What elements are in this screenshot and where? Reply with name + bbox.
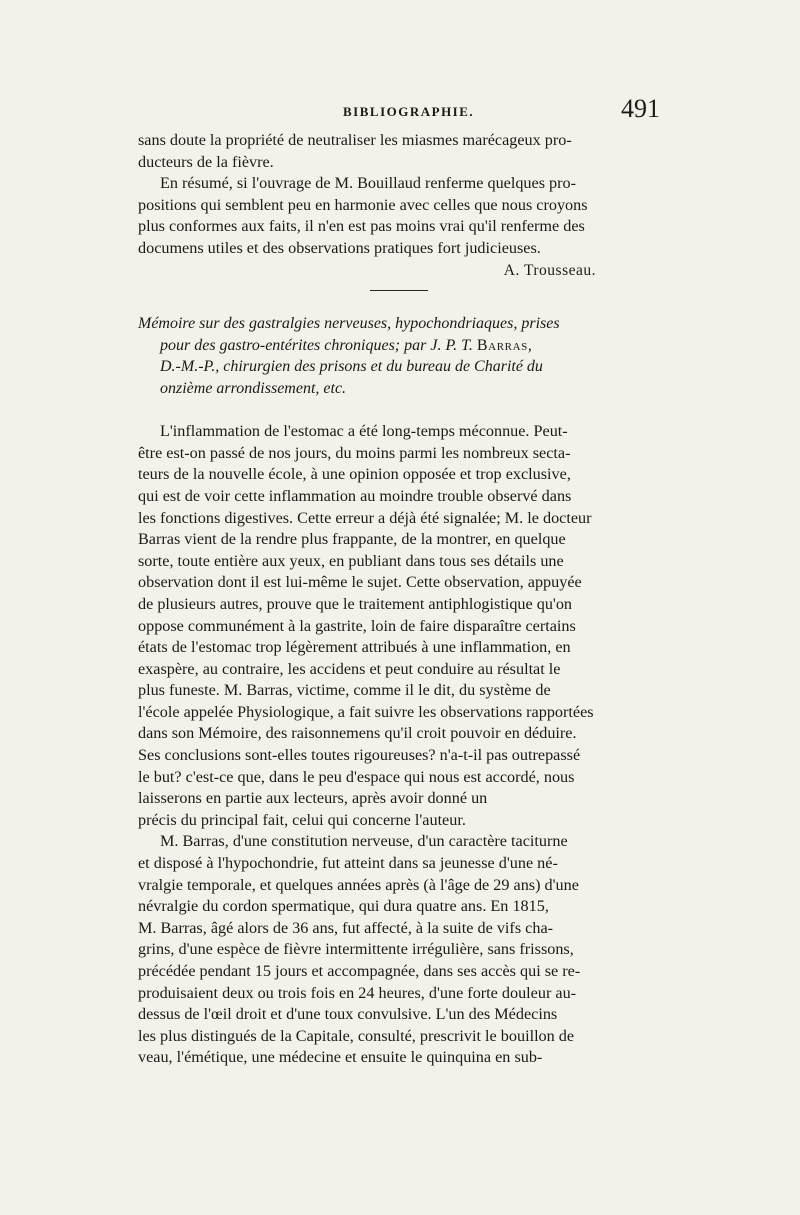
title-line: Mémoire sur des gastralgies nerveuses, hypochondriaques, prises bbox=[138, 315, 560, 333]
text-line: veau, l'émétique, une médecine et ensuite le quinquina en sub- bbox=[138, 1048, 543, 1067]
page-body bbox=[138, 130, 660, 1069]
title-line: onzième arrondissement, etc. bbox=[160, 379, 347, 397]
text-line: L'inflammation de l'estomac a été long-temps méconnue. Peut- bbox=[160, 422, 568, 441]
text-line: précis du principal fait, celui qui concerne l'auteur. bbox=[138, 810, 466, 829]
text-line: vralgie temporale, et quelques années après (à l'âge de 29 ans) d'une bbox=[138, 875, 579, 894]
text-line: documens utiles et des observations pratiques fort judicieuses. bbox=[138, 238, 541, 257]
text-line: observation dont il est lui-même le sujet. Cette observation, appuyée bbox=[138, 573, 582, 592]
text-line: et disposé à l'hypochondrie, fut atteint dans sa jeunesse d'une né- bbox=[138, 854, 558, 873]
text-line: sorte, toute entière aux yeux, en publiant dans tous ses détails une bbox=[138, 551, 564, 570]
author-signature: A. Trousseau. bbox=[503, 261, 596, 279]
text-line: plus conformes aux faits, il n'en est pas moins vrai qu'il renferme des bbox=[138, 217, 585, 236]
text-line: états de l'estomac trop légèrement attribués à une inflammation, en bbox=[138, 638, 571, 657]
text-line: les fonctions digestives. Cette erreur a déjà été signalée; M. le docteur bbox=[138, 508, 592, 527]
running-title: BIBLIOGRAPHIE. bbox=[343, 104, 475, 119]
text-line: l'école appelée Physiologique, a fait suivre les observations rapportées bbox=[138, 702, 594, 721]
section-divider bbox=[370, 290, 428, 291]
title-text: pour des gastro-entérites chroniques; par J. P. T. bbox=[160, 336, 473, 354]
text-line: les plus distingués de la Capitale, consulté, prescrivit le bouillon de bbox=[138, 1026, 575, 1045]
text-line: le but? c'est-ce que, dans le peu d'espace qui nous est accordé, nous bbox=[138, 767, 575, 786]
page-number: 491 bbox=[621, 94, 660, 123]
text-line: M. Barras, âgé alors de 36 ans, fut affecté, à la suite de vifs cha- bbox=[138, 918, 554, 937]
title-line: D.-M.-P., chirurgien des prisons et du bureau de Charité du bbox=[160, 358, 543, 376]
article-title bbox=[138, 313, 660, 399]
text-line: précédée pendant 15 jours et accompagnée, dans ses accès qui se re- bbox=[138, 962, 581, 980]
text-line: grins, d'une espèce de fièvre intermittente irrégulière, sans frissons, bbox=[138, 940, 574, 959]
text-line: névralgie du cordon spermatique, qui dura quatre ans. En 1815, bbox=[138, 897, 549, 916]
text-line: plus funeste. M. Barras, victime, comme il le dit, du système de bbox=[138, 681, 551, 700]
title-comma: , bbox=[527, 336, 532, 354]
text-line: dans son Mémoire, des raisonnemens qu'il croit pouvoir en déduire. bbox=[138, 724, 577, 743]
text-line: qui est de voir cette inflammation au moindre trouble observé dans bbox=[138, 486, 572, 505]
paragraph-1 bbox=[138, 421, 660, 831]
title-line bbox=[138, 335, 660, 357]
text-line: exaspère, au contraire, les accidens et peut conduire au résultat le bbox=[138, 659, 561, 678]
text-line: laisserons en partie aux lecteurs, après avoir donné un bbox=[138, 789, 488, 808]
text-line: teurs de la nouvelle école, à une opinion opposée et trop exclusive, bbox=[138, 465, 571, 484]
text-line: M. Barras, d'une constitution nerveuse, d'un caractère taciturne bbox=[160, 832, 568, 851]
text-line: Barras vient de la rendre plus frappante, de la montrer, en quelque bbox=[138, 530, 566, 549]
text-line: de plusieurs autres, prouve que le traitement antiphlogistique qu'on bbox=[138, 594, 573, 613]
text-line: positions qui semblent peu en harmonie avec celles que nous croyons bbox=[138, 195, 588, 214]
text-line: oppose communément à la gastrite, loin de faire disparaître certains bbox=[138, 616, 576, 635]
text-line: En résumé, si l'ouvrage de M. Bouillaud renferme quelques pro- bbox=[160, 174, 577, 193]
author-name: Barras bbox=[476, 336, 528, 354]
text-line: dessus de l'œil droit et d'une toux convulsive. L'un des Médecins bbox=[138, 1005, 558, 1024]
page-header bbox=[138, 94, 660, 130]
text-line: produisaient deux ou trois fois en 24 heures, d'une forte douleur au- bbox=[138, 983, 577, 1002]
text-line: Ses conclusions sont-elles toutes rigoureuses? n'a-t-il pas outrepassé bbox=[138, 746, 581, 765]
text-line: être est-on passé de nos jours, du moins parmi les nombreux secta- bbox=[138, 443, 571, 462]
text-line: sans doute la propriété de neutraliser les miasmes marécageux pro- bbox=[138, 131, 572, 149]
text-line: ducteurs de la fièvre. bbox=[138, 152, 274, 171]
paragraph-2 bbox=[138, 831, 660, 1069]
